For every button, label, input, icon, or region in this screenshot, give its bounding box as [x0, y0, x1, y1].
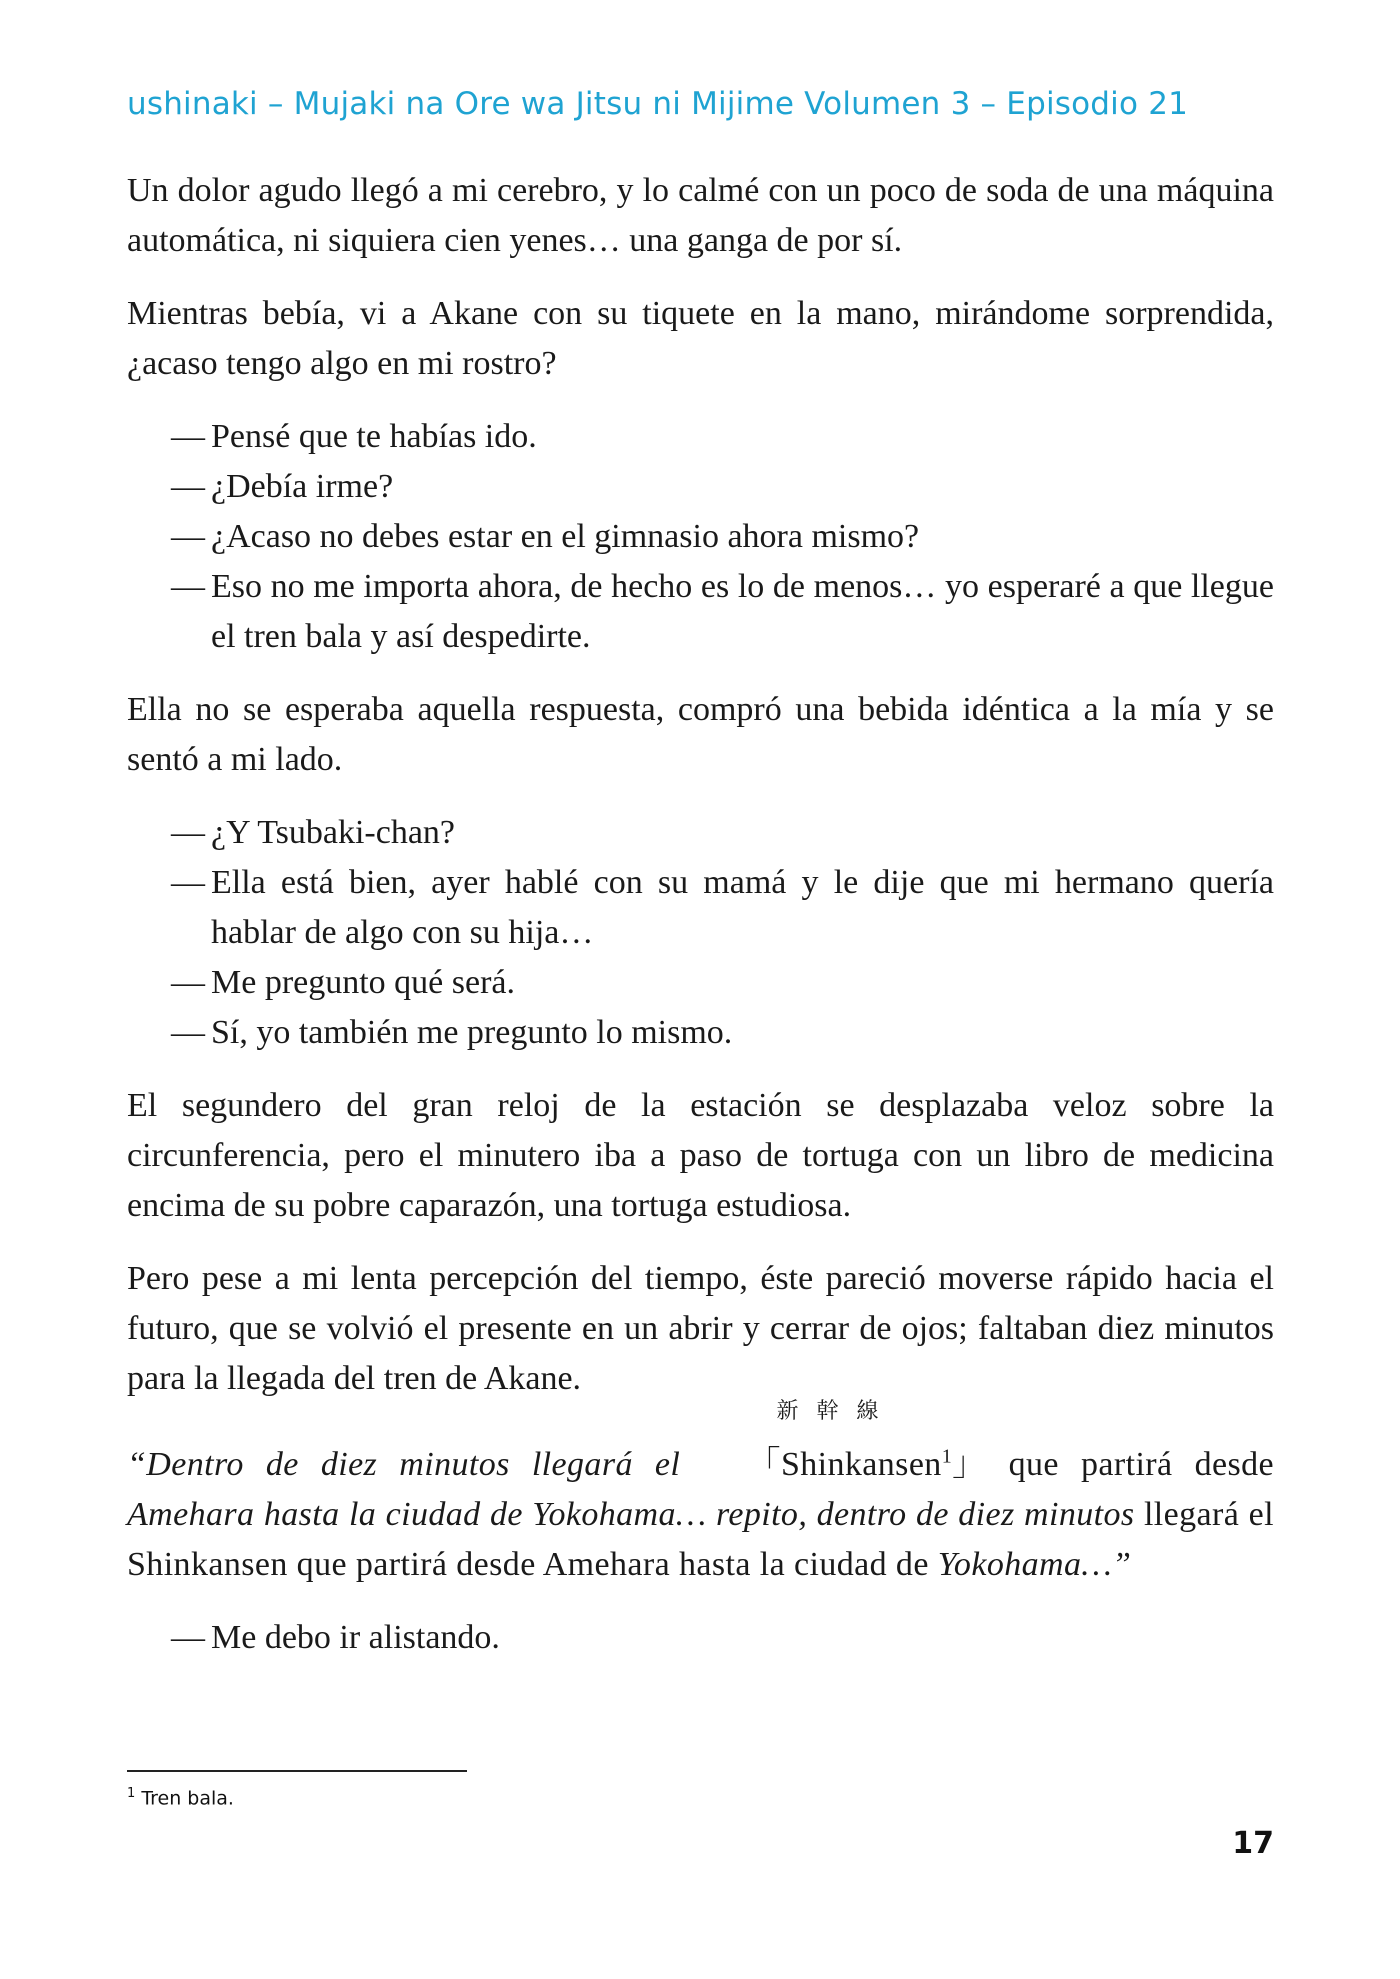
dialog-text: Pensé que te habías ido. [211, 418, 537, 455]
dialog-text: Eso no me importa ahora, de hecho es lo de menos… yo esperaré a que llegue el tren bala y así despedirte. [211, 568, 1274, 655]
announcement-text: Amehara hasta la ciudad de Yokohama… repito, dentro de diez minutos [127, 1496, 1135, 1533]
body-text [127, 166, 1274, 1686]
dialog-line [127, 1613, 1274, 1663]
dialog-dash: — [171, 1619, 205, 1656]
announcement-text: “Dentro de diez minutos llegará el [127, 1446, 681, 1483]
dialog-line [127, 412, 1274, 462]
dialog-text: ¿Debía irme? [211, 468, 394, 505]
dialog-dash: — [171, 468, 205, 505]
footnote [127, 1786, 234, 1809]
footnote-ref[interactable]: 1 [941, 1445, 953, 1468]
footnote-number: 1 [127, 1786, 136, 1801]
bracket-open: 「 [746, 1446, 781, 1483]
dialog-line [127, 808, 1274, 858]
dialog-line [127, 512, 1274, 562]
announcement-text: llegará el Shinkansen que partirá desde Amehara hasta la ciudad de [127, 1496, 1274, 1583]
shinkansen-word: Shinkansen [780, 1446, 942, 1483]
paragraph-1: Un dolor agudo llegó a mi cerebro, y lo calmé con un poco de soda de una máquina automática, ni siquiera cien yenes… una ganga de por sí. [127, 172, 1274, 259]
paragraph-3: Ella no se esperaba aquella respuesta, compró una bebida idéntica a la mía y se sentó a mi lado. [127, 691, 1274, 778]
dialog-dash: — [171, 1014, 205, 1051]
dialog-line [127, 958, 1274, 1008]
dialog-text: Sí, yo también me pregunto lo mismo. [211, 1014, 733, 1051]
document-page [127, 0, 1274, 1979]
ruby-kanji: 新幹線 [776, 1399, 897, 1424]
dialog-dash: — [171, 418, 205, 455]
paragraph-2: Mientras bebía, vi a Akane con su tiquete en la mano, mirándome sorprendida, ¿acaso tengo algo en mi rostro? [127, 295, 1274, 382]
dialog-dash: — [171, 864, 205, 901]
dialog-line [127, 562, 1274, 662]
dialog-dash: — [171, 964, 205, 1001]
dialog-text: Me debo ir alistando. [211, 1619, 500, 1656]
dialog-dash: — [171, 518, 205, 555]
announcement-text: que partirá desde [1008, 1446, 1275, 1483]
bracket-close: 」 [952, 1446, 987, 1483]
dialog-group-2 [127, 808, 1274, 1058]
shinkansen-term [746, 1399, 987, 1490]
dialog-text: Ella está bien, ayer hablé con su mamá y le dije que mi hermano quería hablar de algo con su hija… [211, 864, 1274, 951]
paragraph-4: El segundero del gran reloj de la estación se desplazaba veloz sobre la circunferencia, pero el minutero iba a paso de tortuga con un libro de medicina encima de su pobre caparazón, una tortuga estudiosa. [127, 1087, 1274, 1224]
announcement-text: Yokohama…” [937, 1546, 1132, 1583]
page-number: 17 [1232, 1826, 1274, 1861]
dialog-text: ¿Acaso no debes estar en el gimnasio ahora mismo? [211, 518, 920, 555]
footnote-divider [127, 1770, 467, 1772]
dialog-text: ¿Y Tsubaki-chan? [211, 814, 456, 851]
footnote-text: Tren bala. [141, 1787, 234, 1810]
dialog-dash: — [171, 814, 205, 851]
running-header: ushinaki – Mujaki na Ore wa Jitsu ni Mijime Volumen 3 – Episodio 21 [127, 86, 1189, 122]
dialog-text: Me pregunto qué será. [211, 964, 516, 1001]
dialog-line [127, 1008, 1274, 1058]
dialog-line [127, 858, 1274, 958]
paragraph-5: Pero pese a mi lenta percepción del tiempo, éste pareció moverse rápido hacia el futuro, que se volvió el presente en un abrir y cerrar de ojos; faltaban diez minutos para la llegada del tren de Akane. [127, 1260, 1274, 1397]
dialog-group-3 [127, 1613, 1274, 1663]
dialog-dash: — [171, 568, 205, 605]
dialog-line [127, 462, 1274, 512]
announcement-line-1 [127, 1399, 1275, 1490]
dialog-group-1 [127, 412, 1274, 662]
station-announcement [127, 1399, 1275, 1590]
